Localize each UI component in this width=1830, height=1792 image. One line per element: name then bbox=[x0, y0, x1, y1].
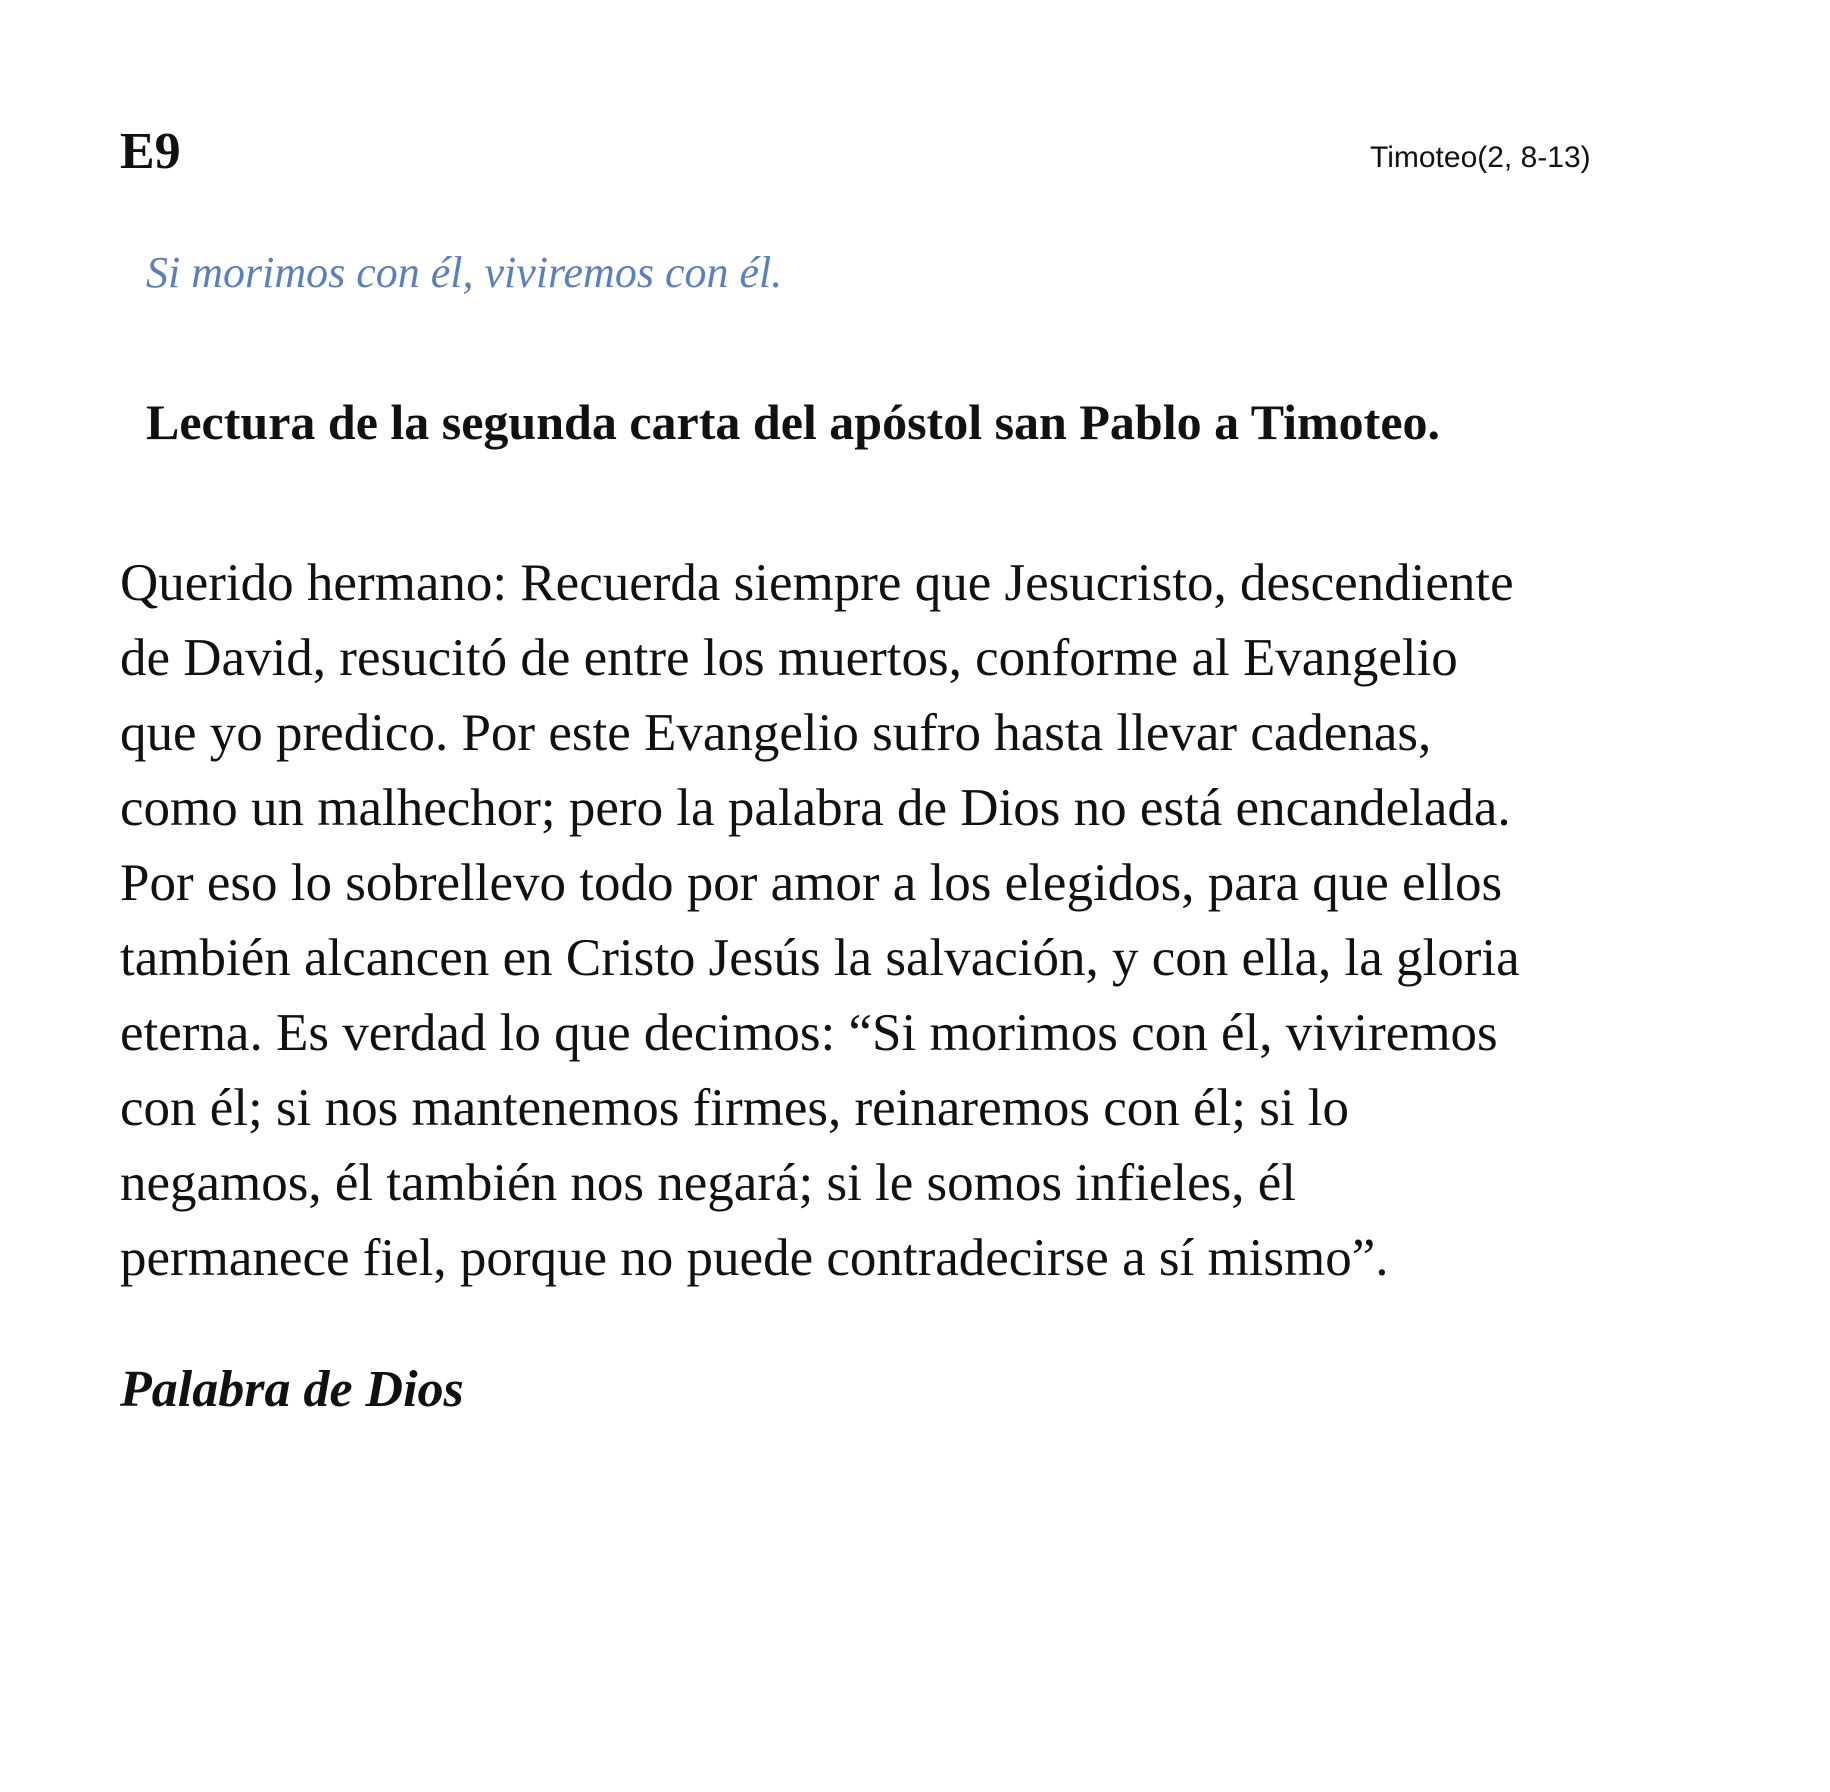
scripture-reference: Timoteo(2, 8-13) bbox=[1370, 141, 1591, 174]
body-line: también alcancen en Cristo Jesús la salvación, y con ella, la gloria bbox=[120, 929, 1520, 987]
body-line: que yo predico. Por este Evangelio sufro hasta llevar cadenas, bbox=[120, 704, 1432, 762]
body-line: Por eso lo sobrellevo todo por amor a los elegidos, para que ellos bbox=[120, 854, 1503, 912]
body-line: con él; si nos mantenemos firmes, reinaremos con él; si lo bbox=[120, 1079, 1350, 1137]
body-line: permanece fiel, porque no puede contradecirse a sí mismo”. bbox=[120, 1229, 1389, 1287]
body-line: negamos, él también nos negará; si le somos infieles, él bbox=[120, 1154, 1297, 1212]
body-line: eterna. Es verdad lo que decimos: “Si morimos con él, viviremos bbox=[120, 1004, 1498, 1062]
reading-code: E9 bbox=[120, 123, 181, 180]
body-line: como un malhechor; pero la palabra de Dios no está encandelada. bbox=[120, 779, 1511, 837]
closing-acclamation: Palabra de Dios bbox=[120, 1361, 464, 1418]
body-line: de David, resucitó de entre los muertos, conforme al Evangelio bbox=[120, 629, 1458, 687]
reading-body bbox=[120, 546, 1740, 1296]
body-line: Querido hermano: Recuerda siempre que Jesucristo, descendiente bbox=[120, 554, 1514, 612]
reading-heading: Lectura de la segunda carta del apóstol san Pablo a Timoteo. bbox=[146, 394, 1441, 450]
antiphon-text: Si morimos con él, viviremos con él. bbox=[146, 248, 783, 297]
